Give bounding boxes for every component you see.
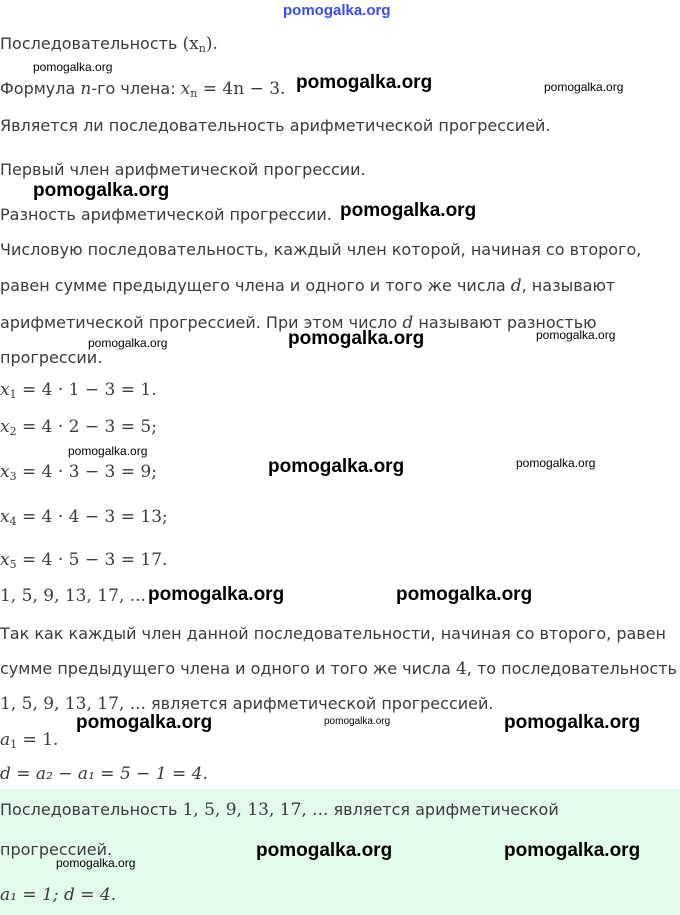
watermark: pomogalka.org <box>88 336 168 350</box>
reasoning-sequence: 1, 5, 9, 13, 17, ... <box>0 694 146 714</box>
definition-line-3-end: называют разностью <box>418 313 597 332</box>
watermark: pomogalka.org <box>268 456 405 477</box>
watermark: pomogalka.org <box>516 456 596 470</box>
definition-var-d: d <box>510 276 522 296</box>
definition-var-d-2: d <box>402 313 414 333</box>
formula-n: n <box>80 79 92 99</box>
sequence-close: ). <box>205 34 218 54</box>
term-4-expr: = 4 · 4 − 3 = 13; <box>16 507 168 527</box>
watermark: pomogalka.org <box>148 584 285 605</box>
definition-line-2-text: равен сумме предыдущего члена и одного и того же числа <box>0 276 506 295</box>
watermark: pomogalka.org <box>76 712 213 733</box>
watermark: pomogalka.org <box>33 180 170 201</box>
term-4-sub: 4 <box>9 515 17 528</box>
watermark: pomogalka.org <box>504 712 641 733</box>
reasoning-line-2-text: сумме предыдущего члена и одного и того же числа <box>0 659 451 678</box>
term-3-sub: 3 <box>9 470 17 483</box>
question-1: Является ли последовательность арифметической прогрессией. <box>0 116 551 135</box>
definition-line-3-text: арифметической прогрессией. При этом число <box>0 313 398 332</box>
answer-sequence: 1, 5, 9, 13, 17, ... <box>182 800 329 820</box>
term-1-expr: = 4 · 1 − 3 = 1. <box>16 380 157 400</box>
reasoning-number-4: 4 <box>455 659 467 679</box>
term-3: $x_3 = 4 \cdot 3 - 3 = 9$; <box>0 462 157 483</box>
watermark: pomogalka.org <box>68 444 148 458</box>
sequence-statement <box>0 34 218 59</box>
definition-line-4: прогрессии. <box>0 348 103 367</box>
watermark-top: pomogalka.org <box>283 2 391 19</box>
watermark: pomogalka.org <box>536 328 616 342</box>
term-5: $x_5 = 4 \cdot 5 - 3 = 17$. <box>0 550 168 571</box>
answer-line-1-end: является арифметической <box>328 800 559 819</box>
watermark: pomogalka.org <box>56 856 136 870</box>
formula-expr <box>181 79 286 99</box>
a1-symbol: a <box>0 730 11 750</box>
formula-sub: n <box>190 87 198 100</box>
reasoning-line-2 <box>0 659 677 679</box>
sequence-open: (x <box>182 34 199 54</box>
watermark: pomogalka.org <box>340 200 477 221</box>
watermark: pomogalka.org <box>296 72 433 93</box>
answer-line-1-text: Последовательность <box>0 800 178 819</box>
formula-mid: -го члена: <box>91 79 176 98</box>
watermark: pomogalka.org <box>324 716 391 727</box>
answer-line-2: прогрессией. <box>0 840 113 859</box>
term-3-expr: = 4 · 3 − 3 = 9; <box>16 462 157 482</box>
formula-rhs: = 4n − 3. <box>197 79 286 99</box>
question-2: Первый член арифметической прогрессии. <box>0 160 366 179</box>
reasoning-line-3 <box>0 694 493 714</box>
term-2: $x_2 = 4 \cdot 2 - 3 = 5$; <box>0 417 157 438</box>
answer-line-3: a₁ = 1; d = 4. <box>0 885 117 905</box>
question-3: Разность арифметической прогрессии. <box>0 205 332 224</box>
sequence-notation <box>182 34 217 54</box>
watermark: pomogalka.org <box>544 80 624 94</box>
formula-line <box>0 79 285 104</box>
watermark: pomogalka.org <box>504 840 641 861</box>
formula-prefix: Формула <box>0 79 76 98</box>
term-1-sub: 1 <box>9 388 17 401</box>
watermark: pomogalka.org <box>396 584 533 605</box>
watermark: pomogalka.org <box>33 60 113 74</box>
watermark: pomogalka.org <box>288 328 425 349</box>
reasoning-line-1: Так как каждый член данной последовательности, начиная со второго, равен <box>0 624 667 643</box>
term-5-sub: 5 <box>9 558 17 571</box>
term-1: $x_1 = 4 \cdot 1 - 3 = 1$. <box>0 380 157 401</box>
a1-expr: = 1. <box>17 730 59 750</box>
term-4: $x_4 = 4 \cdot 4 - 3 = 13$; <box>0 507 168 528</box>
term-2-sub: 2 <box>9 425 17 438</box>
sequence-label: Последовательность <box>0 34 178 53</box>
sequence-list: 1, 5, 9, 13, 17, ... <box>0 586 146 606</box>
definition-line-2-end: , называют <box>521 276 616 295</box>
term-2-expr: = 4 · 2 − 3 = 5; <box>16 417 157 437</box>
definition-line-2 <box>0 276 615 296</box>
watermark: pomogalka.org <box>256 840 393 861</box>
d-line: d = a₂ − a₁ = 5 − 1 = 4. <box>0 764 208 784</box>
reasoning-line-2-end: , то последовательность <box>466 659 677 678</box>
answer-line-1 <box>0 800 559 820</box>
sequence-sub: n <box>198 42 206 55</box>
term-5-expr: = 4 · 5 − 3 = 17. <box>16 550 168 570</box>
a1-line: $a_1 = 1$. <box>0 730 59 751</box>
reasoning-line-3-end: является арифметической прогрессией. <box>145 694 494 713</box>
formula-x: x <box>180 79 191 99</box>
definition-line-1: Числовую последовательность, каждый член которой, начиная со второго, <box>0 240 642 259</box>
